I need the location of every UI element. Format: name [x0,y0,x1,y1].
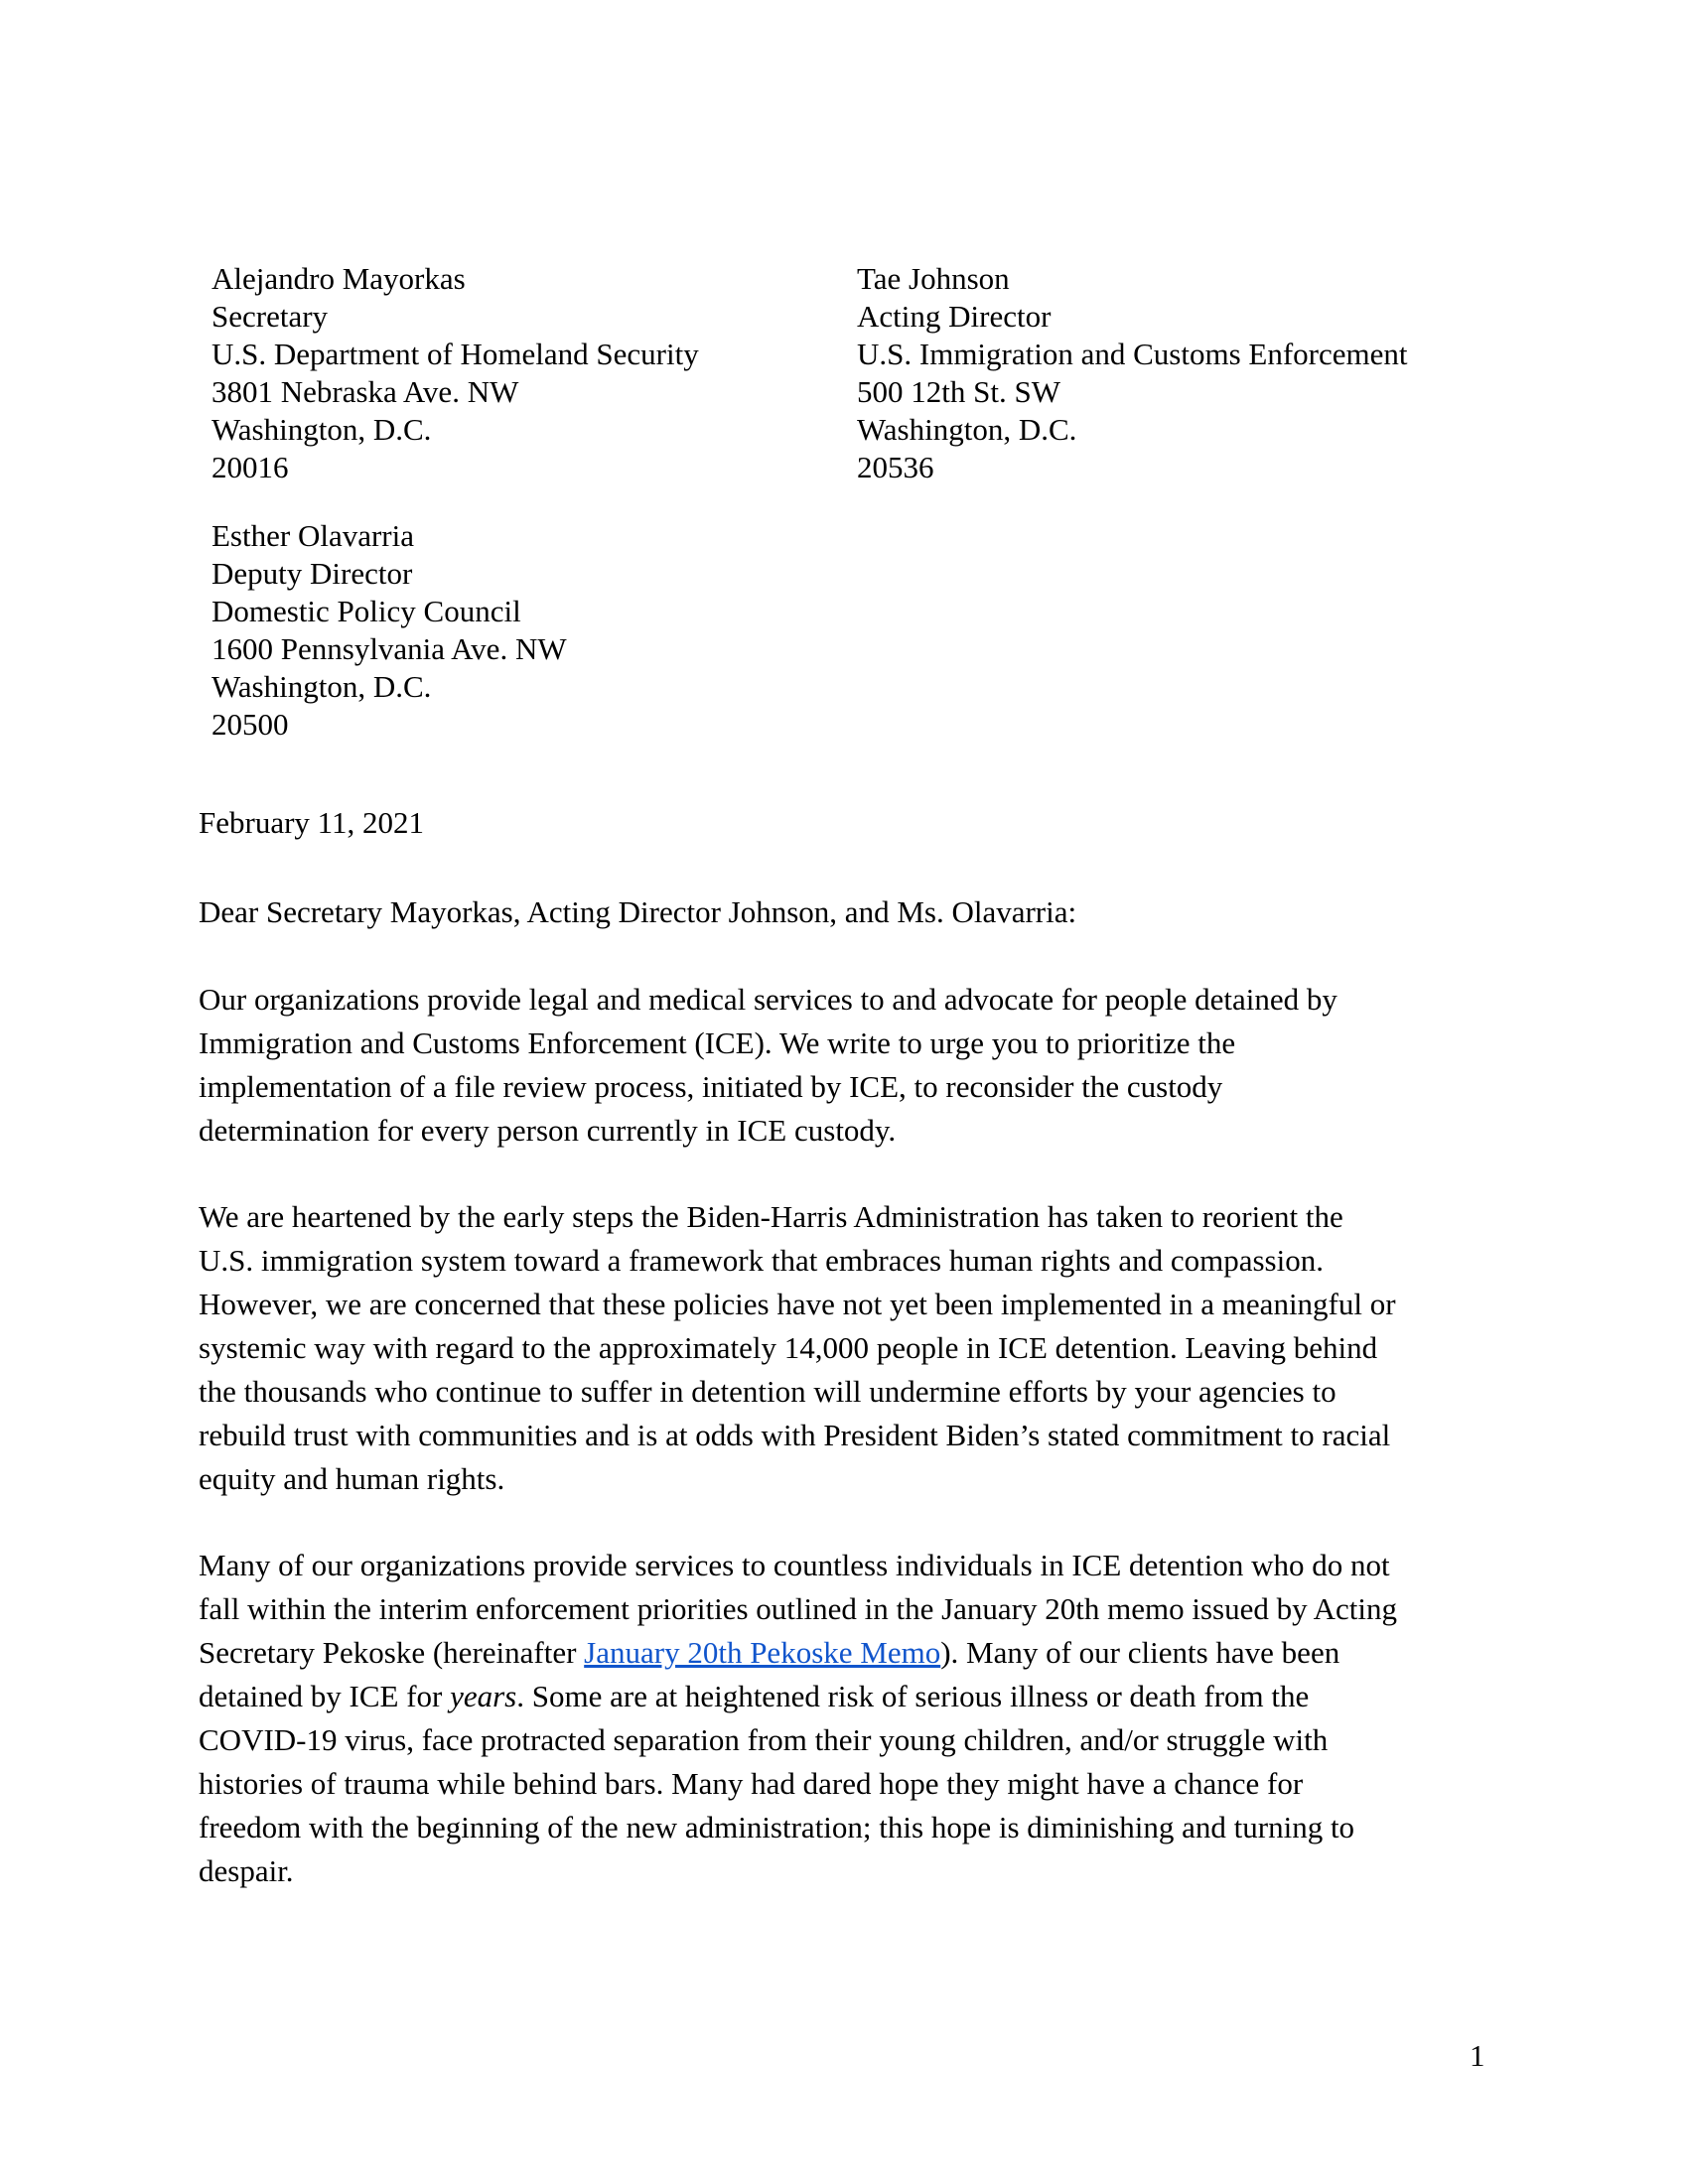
recipient-name: Alejandro Mayorkas [211,261,466,296]
recipient-address-johnson [857,260,1407,486]
paragraph-line: histories of trauma while behind bars. Many had dared hope they might have a chance for [199,1766,1304,1801]
body-paragraph-3 [199,1544,1489,1893]
letter-date: February 11, 2021 [199,805,425,840]
recipient-street: 3801 Nebraska Ave. NW [211,374,519,409]
paragraph-text: . Some are at heightened risk of serious illness or death from the [516,1679,1310,1713]
paragraph-line: systemic way with regard to the approximately 14,000 people in ICE detention. Leaving behind [199,1330,1378,1365]
paragraph-line: determination for every person currently in ICE custody. [199,1113,897,1148]
recipient-title: Secretary [211,299,329,334]
pekoske-memo-link[interactable]: January 20th Pekoske Memo [584,1635,941,1670]
paragraph-line: implementation of a file review process, initiated by ICE, to reconsider the custody [199,1069,1223,1104]
body-paragraph-1 [199,978,1489,1153]
recipient-title: Acting Director [857,299,1052,334]
recipient-street: 500 12th St. SW [857,374,1060,409]
paragraph-line: equity and human rights. [199,1461,505,1496]
salutation: Dear Secretary Mayorkas, Acting Director Johnson, and Ms. Olavarria: [199,894,1077,929]
paragraph-line: freedom with the beginning of the new administration; this hope is diminishing and turning to [199,1810,1355,1844]
recipient-zip: 20500 [211,707,289,742]
recipient-address-mayorkas [211,260,699,486]
paragraph-line: the thousands who continue to suffer in detention will undermine efforts by your agencies to [199,1374,1336,1409]
paragraph-text: ). Many of our clients have been [940,1635,1340,1670]
recipient-city: Washington, D.C. [211,412,432,447]
recipient-street: 1600 Pennsylvania Ave. NW [211,631,567,666]
paragraph-line: fall within the interim enforcement priorities outlined in the January 20th memo issued by Acting [199,1591,1398,1626]
recipient-zip: 20536 [857,450,934,484]
paragraph-line: despair. [199,1853,294,1888]
paragraph-text: Secretary Pekoske (hereinafter [199,1635,585,1670]
paragraph-line: U.S. immigration system toward a framework that embraces human rights and compassion. [199,1243,1324,1278]
page-number: 1 [1470,2038,1485,2073]
emphasized-text: years [450,1679,517,1713]
recipient-city: Washington, D.C. [211,669,432,704]
recipient-zip: 20016 [211,450,289,484]
paragraph-line: rebuild trust with communities and is at odds with President Biden’s stated commitment to racial [199,1418,1391,1452]
recipient-name: Esther Olavarria [211,518,414,553]
paragraph-line: However, we are concerned that these policies have not yet been implemented in a meaningful or [199,1287,1396,1321]
recipient-organization: U.S. Department of Homeland Security [211,337,699,371]
recipient-city: Washington, D.C. [857,412,1077,447]
recipient-organization: Domestic Policy Council [211,594,521,628]
paragraph-line: We are heartened by the early steps the Biden-Harris Administration has taken to reorient the [199,1199,1343,1234]
recipient-title: Deputy Director [211,556,413,591]
paragraph-text: detained by ICE for [199,1679,451,1713]
paragraph-line [199,1675,1489,1718]
paragraph-line [199,1631,1489,1675]
paragraph-line: Immigration and Customs Enforcement (ICE). We write to urge you to prioritize the [199,1025,1236,1060]
recipient-organization: U.S. Immigration and Customs Enforcement [857,337,1408,371]
recipient-name: Tae Johnson [857,261,1010,296]
paragraph-line: Our organizations provide legal and medical services to and advocate for people detained by [199,982,1337,1017]
paragraph-line: COVID-19 virus, face protracted separation from their young children, and/or struggle with [199,1722,1329,1757]
body-paragraph-2 [199,1195,1489,1501]
paragraph-line: Many of our organizations provide services to countless individuals in ICE detention who do not [199,1548,1390,1582]
recipient-address-olavarria [211,517,567,744]
